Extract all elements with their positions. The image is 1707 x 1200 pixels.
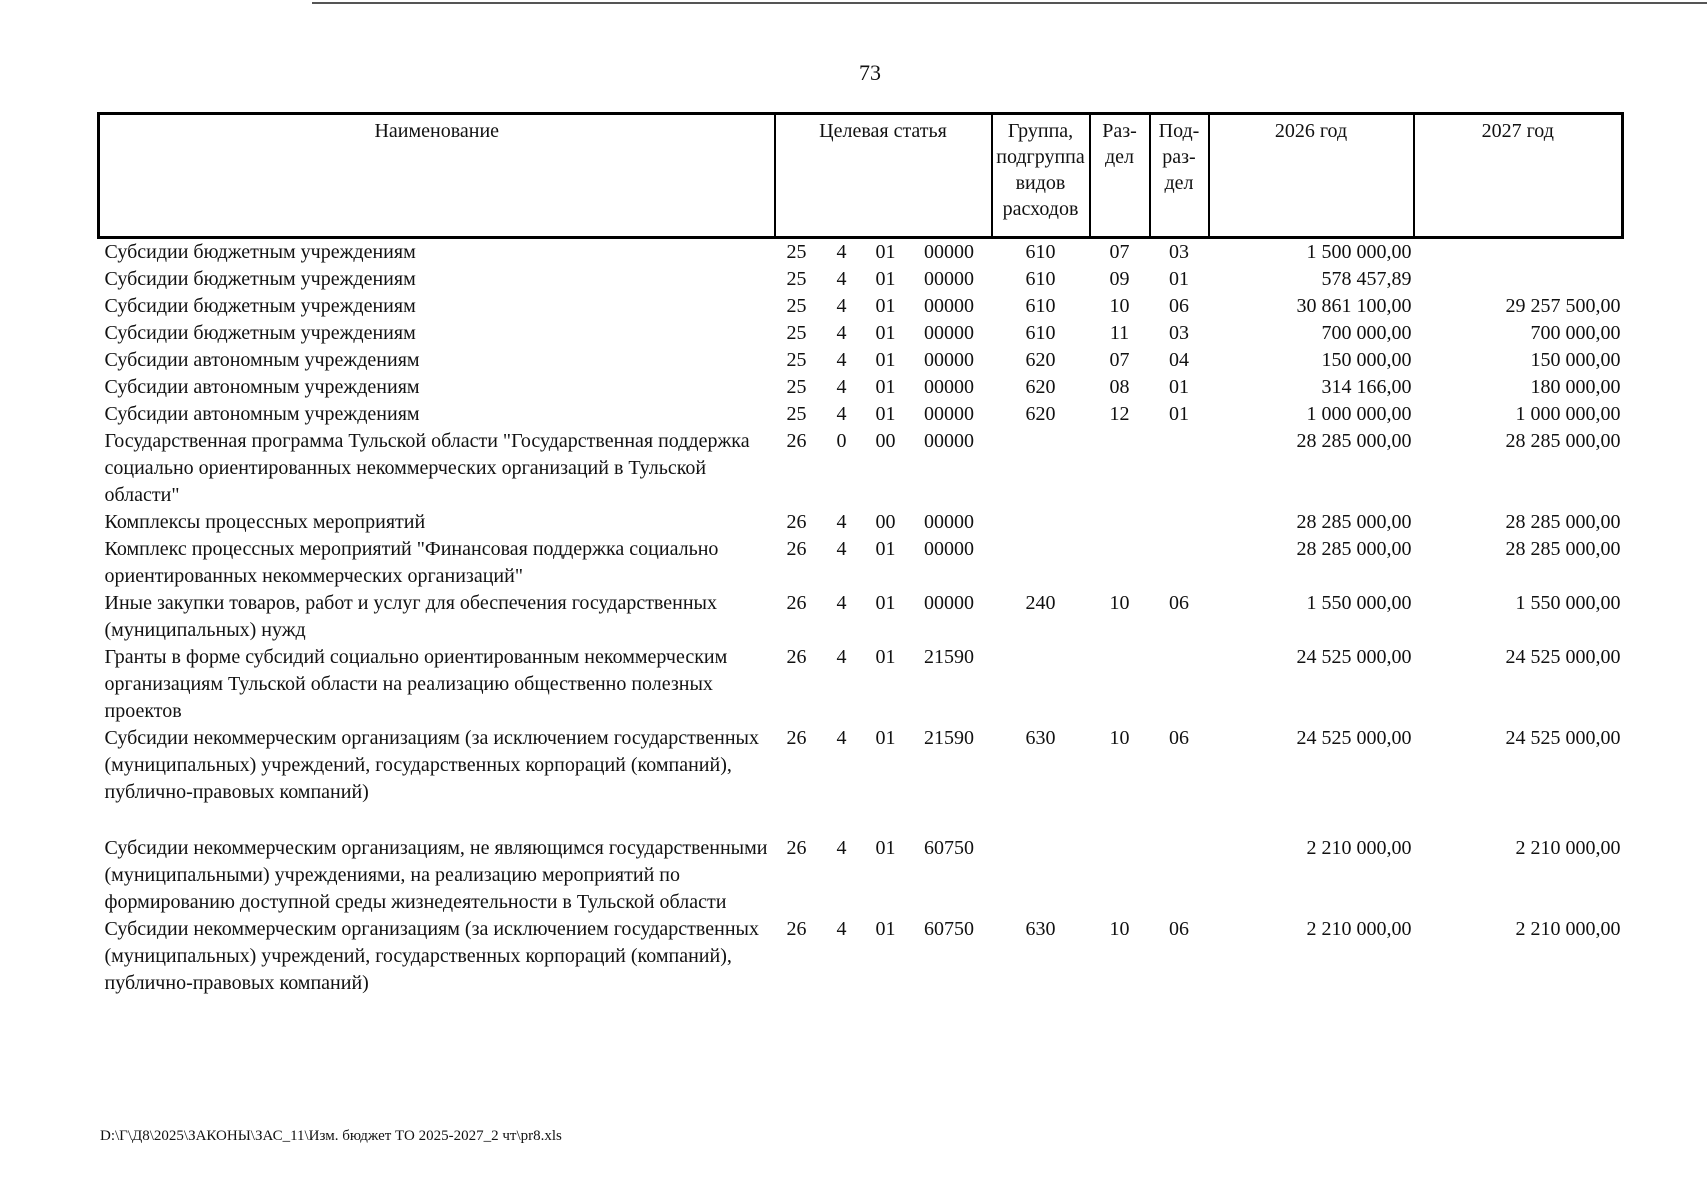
amount-2027 — [1414, 266, 1623, 293]
amount-2027 — [1414, 238, 1623, 267]
group-cell — [992, 509, 1090, 536]
amount-2027: 29 257 500,00 — [1505, 295, 1621, 317]
header-section: Раз-дел — [1090, 114, 1150, 238]
amount-2027: 700 000,00 — [1530, 322, 1621, 344]
subsection-cell — [1150, 536, 1209, 590]
code-a: 26 — [786, 837, 807, 859]
subsection-cell: 06 — [1169, 592, 1189, 614]
code-c: 01 — [875, 837, 896, 859]
header-target-article: Целевая статья — [775, 114, 992, 238]
code-c: 01 — [875, 376, 896, 398]
code-d: 00000 — [924, 322, 974, 344]
section-cell: 11 — [1109, 322, 1130, 344]
table-row — [99, 293, 1623, 320]
amount-2026: 1 550 000,00 — [1306, 592, 1412, 614]
budget-table — [97, 112, 1624, 997]
row-name: Комплекс процессных мероприятий "Финансовая поддержка социально ориентированных некоммерческих организаций" — [104, 538, 719, 587]
amount-2026: 30 861 100,00 — [1296, 295, 1412, 317]
code-a: 26 — [786, 727, 807, 749]
code-d: 00000 — [924, 241, 974, 263]
table-row — [99, 347, 1623, 374]
code-d: 60750 — [924, 837, 974, 859]
subsection-cell: 06 — [1169, 918, 1189, 940]
code-a: 26 — [786, 511, 807, 533]
row-name: Субсидии автономным учреждениям — [104, 376, 420, 398]
row-name: Субсидии некоммерческим организациям (за исключением государственных (муниципальных) учреждений, государственных корпораций (компаний), публично-правовых компаний) — [104, 918, 759, 994]
amount-2026: 28 285 000,00 — [1296, 430, 1412, 452]
code-c: 01 — [875, 349, 896, 371]
code-b: 4 — [836, 592, 847, 614]
amount-2026: 28 285 000,00 — [1296, 538, 1412, 560]
table-row — [99, 644, 1623, 725]
top-rule — [312, 2, 1707, 4]
code-d: 00000 — [924, 592, 974, 614]
section-cell: 10 — [1109, 727, 1130, 749]
header-group: Группа, подгруппа видов расходов — [992, 114, 1090, 238]
row-name: Иные закупки товаров, работ и услуг для обеспечения государственных (муниципальных) нужд — [104, 592, 717, 641]
code-b: 4 — [836, 403, 847, 425]
table-row — [99, 590, 1623, 644]
section-cell: 10 — [1109, 918, 1130, 940]
group-cell: 620 — [1025, 403, 1056, 425]
group-cell — [992, 644, 1090, 725]
amount-2026: 28 285 000,00 — [1296, 511, 1412, 533]
row-name: Субсидии автономным учреждениям — [104, 349, 420, 371]
code-d: 00000 — [924, 430, 974, 452]
subsection-cell — [1150, 509, 1209, 536]
section-cell — [1090, 428, 1150, 509]
group-cell: 610 — [1025, 322, 1056, 344]
amount-2026: 1 000 000,00 — [1306, 403, 1412, 425]
amount-2026: 1 500 000,00 — [1306, 241, 1412, 263]
row-name: Субсидии бюджетным учреждениям — [104, 241, 416, 263]
row-name: Субсидии некоммерческим организациям, не являющимся государственными (муниципальными) учреждениями, на реализацию мероприятий по формированию доступной среды жизнедеятельности в Тульской области — [104, 837, 768, 913]
group-cell — [992, 428, 1090, 509]
code-b: 4 — [836, 918, 847, 940]
table-row — [99, 916, 1623, 997]
amount-2027: 2 210 000,00 — [1515, 837, 1621, 859]
code-b: 4 — [836, 538, 847, 560]
table-row — [99, 536, 1623, 590]
code-a: 26 — [786, 646, 807, 668]
code-c: 01 — [875, 592, 896, 614]
code-c: 01 — [875, 538, 896, 560]
code-a: 25 — [786, 322, 807, 344]
code-d: 00000 — [924, 349, 974, 371]
section-cell: 10 — [1109, 295, 1130, 317]
group-cell: 610 — [1025, 241, 1056, 263]
code-c: 01 — [875, 322, 896, 344]
code-d: 21590 — [924, 727, 974, 749]
code-d: 00000 — [924, 376, 974, 398]
code-b: 4 — [836, 376, 847, 398]
header-subsection: Под-раз-дел — [1150, 114, 1209, 238]
amount-2026: 24 525 000,00 — [1296, 727, 1412, 749]
subsection-cell: 01 — [1169, 403, 1189, 425]
table-row — [99, 266, 1623, 293]
subsection-cell — [1150, 835, 1209, 916]
subsection-cell: 06 — [1169, 295, 1189, 317]
file-path-footer: D:\Г\Д8\2025\ЗАКОНЫ\ЗАС_11\Изм. бюджет ТО 2025-2027_2 чт\pr8.xls — [100, 1128, 562, 1144]
subsection-cell: 01 — [1169, 268, 1189, 290]
section-cell — [1090, 536, 1150, 590]
amount-2027: 28 285 000,00 — [1505, 511, 1621, 533]
code-c: 00 — [875, 430, 896, 452]
amount-2026: 314 166,00 — [1321, 376, 1412, 398]
code-c: 01 — [875, 268, 896, 290]
row-name: Субсидии автономным учреждениям — [104, 403, 420, 425]
amount-2026: 2 210 000,00 — [1306, 837, 1412, 859]
group-cell: 620 — [1025, 376, 1056, 398]
code-a: 25 — [786, 376, 807, 398]
section-cell — [1090, 835, 1150, 916]
code-a: 26 — [786, 430, 807, 452]
amount-2027: 1 000 000,00 — [1515, 403, 1621, 425]
code-c: 01 — [875, 241, 896, 263]
code-a: 25 — [786, 241, 807, 263]
code-c: 01 — [875, 403, 896, 425]
code-a: 25 — [786, 268, 807, 290]
header-2026: 2026 год — [1209, 114, 1414, 238]
table-row — [99, 835, 1623, 916]
row-name: Комплексы процессных мероприятий — [104, 511, 426, 533]
amount-2027: 150 000,00 — [1530, 349, 1621, 371]
amount-2026: 2 210 000,00 — [1306, 918, 1412, 940]
subsection-cell: 03 — [1169, 322, 1189, 344]
table-row — [99, 238, 1623, 267]
section-cell — [1090, 644, 1150, 725]
row-name: Субсидии бюджетным учреждениям — [104, 322, 416, 344]
code-a: 25 — [786, 295, 807, 317]
group-cell — [992, 835, 1090, 916]
section-cell: 07 — [1109, 349, 1130, 371]
row-name: Субсидии бюджетным учреждениям — [104, 295, 416, 317]
header-name: Наименование — [99, 114, 775, 238]
amount-2027: 2 210 000,00 — [1515, 918, 1621, 940]
code-b: 0 — [836, 430, 847, 452]
code-c: 01 — [875, 295, 896, 317]
subsection-cell: 01 — [1169, 376, 1189, 398]
section-cell: 07 — [1109, 241, 1130, 263]
group-cell: 630 — [1025, 727, 1056, 749]
code-d: 00000 — [924, 295, 974, 317]
row-name: Гранты в форме субсидий социально ориентированным некоммерческим организациям Тульской области на реализацию общественно полезных проектов — [104, 646, 728, 722]
code-d: 00000 — [924, 538, 974, 560]
code-c: 01 — [875, 727, 896, 749]
code-d: 00000 — [924, 511, 974, 533]
amount-2026: 24 525 000,00 — [1296, 646, 1412, 668]
row-name: Субсидии бюджетным учреждениям — [104, 268, 416, 290]
code-a: 26 — [786, 538, 807, 560]
code-c: 00 — [875, 511, 896, 533]
group-cell: 610 — [1025, 268, 1056, 290]
table-header — [99, 114, 1623, 238]
amount-2027: 1 550 000,00 — [1515, 592, 1621, 614]
code-b: 4 — [836, 349, 847, 371]
table-row — [99, 428, 1623, 509]
amount-2027: 24 525 000,00 — [1505, 727, 1621, 749]
group-cell: 610 — [1025, 295, 1056, 317]
code-d: 00000 — [924, 403, 974, 425]
amount-2027: 180 000,00 — [1530, 376, 1621, 398]
amount-2027: 28 285 000,00 — [1505, 538, 1621, 560]
amount-2026: 700 000,00 — [1321, 322, 1412, 344]
page-number: 73 — [859, 60, 881, 85]
section-cell: 12 — [1109, 403, 1130, 425]
subsection-cell: 04 — [1169, 349, 1189, 371]
code-b: 4 — [836, 837, 847, 859]
code-a: 25 — [786, 403, 807, 425]
section-cell: 10 — [1109, 592, 1130, 614]
table-row — [99, 320, 1623, 347]
section-cell: 08 — [1109, 376, 1130, 398]
section-cell: 09 — [1109, 268, 1130, 290]
group-cell: 620 — [1025, 349, 1056, 371]
code-b: 4 — [836, 268, 847, 290]
table-body — [99, 238, 1623, 998]
code-b: 4 — [836, 646, 847, 668]
row-name: Государственная программа Тульской области "Государственная поддержка социально ориентированных некоммерческих организаций в Тульской области" — [104, 430, 750, 506]
table-row — [99, 401, 1623, 428]
table-row — [99, 725, 1623, 835]
section-cell — [1090, 509, 1150, 536]
code-d: 21590 — [924, 646, 974, 668]
code-d: 60750 — [924, 918, 974, 940]
group-cell: 240 — [1025, 592, 1056, 614]
code-b: 4 — [836, 727, 847, 749]
code-a: 26 — [786, 918, 807, 940]
subsection-cell — [1150, 428, 1209, 509]
group-cell — [992, 536, 1090, 590]
amount-2026: 578 457,89 — [1321, 268, 1412, 290]
code-b: 4 — [836, 241, 847, 263]
subsection-cell — [1150, 644, 1209, 725]
row-name: Субсидии некоммерческим организациям (за исключением государственных (муниципальных) учреждений, государственных корпораций (компаний), публично-правовых компаний) — [104, 727, 759, 803]
code-a: 26 — [786, 592, 807, 614]
group-cell: 630 — [1025, 918, 1056, 940]
code-b: 4 — [836, 322, 847, 344]
code-c: 01 — [875, 646, 896, 668]
code-b: 4 — [836, 295, 847, 317]
subsection-cell: 06 — [1169, 727, 1189, 749]
amount-2026: 150 000,00 — [1321, 349, 1412, 371]
code-d: 00000 — [924, 268, 974, 290]
code-b: 4 — [836, 511, 847, 533]
code-a: 25 — [786, 349, 807, 371]
table-row — [99, 509, 1623, 536]
amount-2027: 28 285 000,00 — [1505, 430, 1621, 452]
header-2027: 2027 год — [1414, 114, 1623, 238]
code-c: 01 — [875, 918, 896, 940]
subsection-cell: 03 — [1169, 241, 1189, 263]
table-row — [99, 374, 1623, 401]
amount-2027: 24 525 000,00 — [1505, 646, 1621, 668]
